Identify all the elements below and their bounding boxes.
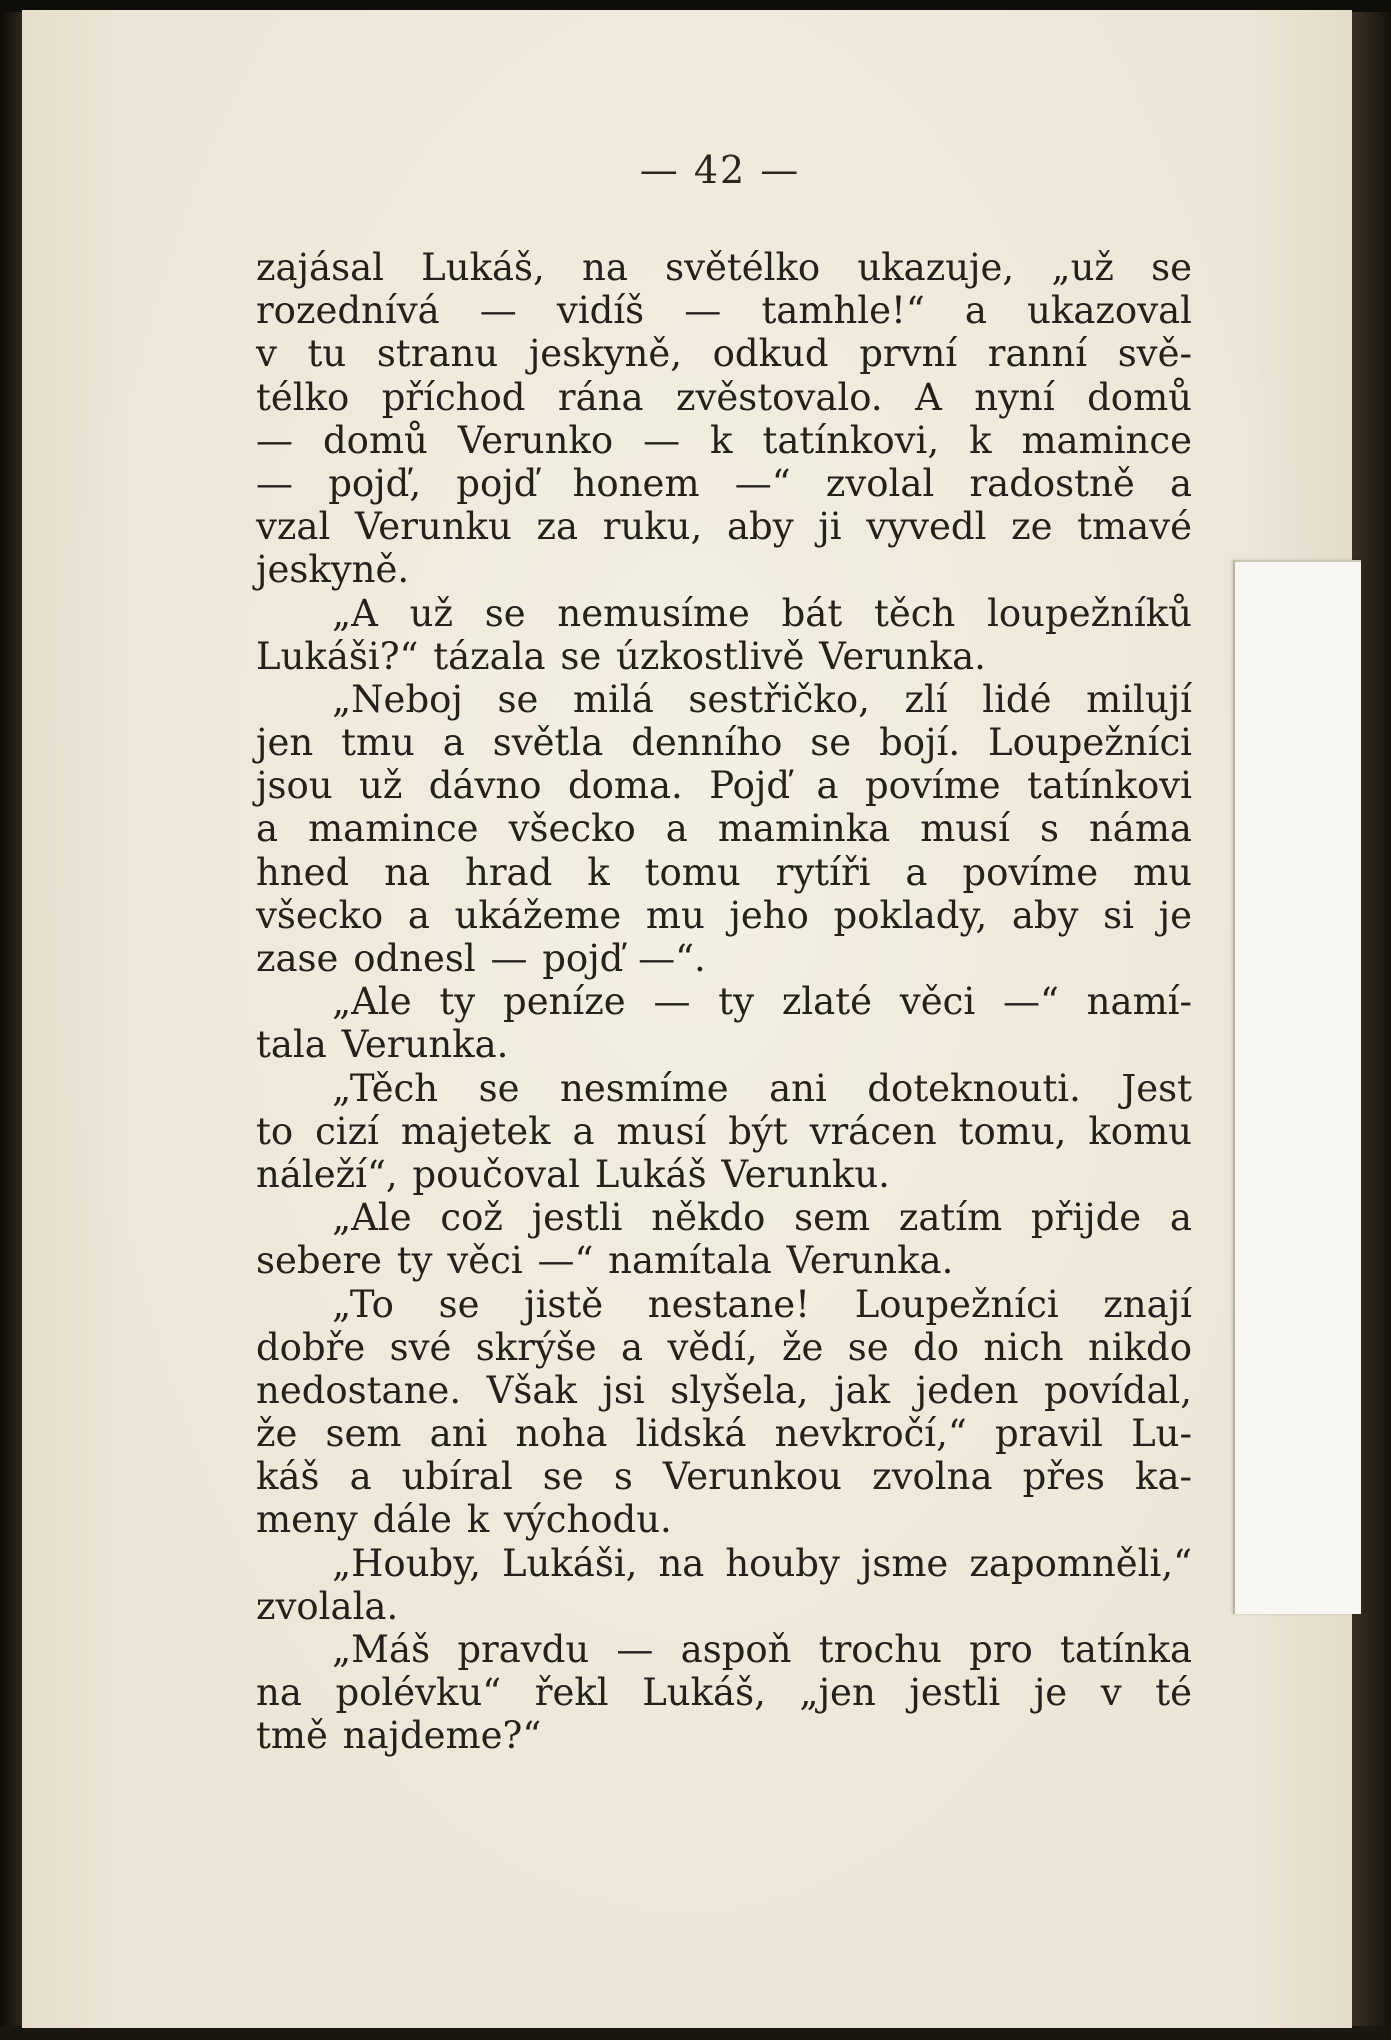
text-line: jsou už dávno doma. Pojď a povíme tatínkovi <box>256 764 1192 808</box>
text-line: „Houby, Lukáši, na houby jsme zapomněli,“ <box>332 1541 1192 1585</box>
text-line: vzal Verunku za ruku, aby ji vyvedl ze tmavé <box>256 505 1192 549</box>
text-line: „Ale což jestli někdo sem zatím přijde a <box>332 1196 1192 1240</box>
text-line: „Neboj se milá sestřičko, zlí lidé milují <box>332 677 1192 721</box>
text-line: télko příchod rána zvěstovalo. A nyní domů <box>256 375 1192 419</box>
text-line: meny dále k východu. <box>256 1498 672 1542</box>
text-line: „To se jistě nestane! Loupežníci znají <box>332 1282 1192 1326</box>
page-number: — 42 — <box>639 148 801 192</box>
text-line: náleží“, poučoval Lukáš Verunku. <box>256 1152 890 1196</box>
text-line: — pojď, pojď honem —“ zvolal radostně a <box>256 461 1192 505</box>
text-line: „A už se nemusíme bát těch loupežníků <box>332 591 1192 635</box>
paragraph-7 <box>256 1283 1192 1542</box>
scan-bottom-border <box>0 2026 1391 2040</box>
text-line: to cizí majetek a musí být vrácen tomu, komu <box>256 1109 1192 1153</box>
paper-bookmark-strip <box>1233 560 1361 1614</box>
book-binding-edge <box>0 0 22 2040</box>
text-line: káš a ubíral se s Verunkou zvolna přes ka- <box>256 1455 1192 1499</box>
text-line: zvolala. <box>256 1584 399 1628</box>
text-line: v tu stranu jeskyně, odkud první ranní svě- <box>256 332 1192 376</box>
text-line: dobře své skrýše a vědí, že se do nich nikdo <box>256 1325 1192 1369</box>
text-line: tmě najdeme?“ <box>256 1714 542 1758</box>
paragraph-1 <box>256 246 1192 592</box>
text-line: jen tmu a světla denního se bojí. Loupežníci <box>256 721 1192 765</box>
text-line: „Těch se nesmíme ani doteknouti. Jest <box>332 1066 1192 1110</box>
text-line: a mamince všecko a maminka musí s náma <box>256 807 1192 851</box>
text-line: nedostane. Však jsi slyšela, jak jeden povídal, <box>256 1368 1192 1412</box>
text-line: sebere ty věci —“ namítala Verunka. <box>256 1239 954 1283</box>
paragraph-2 <box>256 592 1192 678</box>
text-line: zajásal Lukáš, na světélko ukazuje, „už se <box>256 246 1192 289</box>
paragraph-5 <box>256 1067 1192 1197</box>
paragraph-3 <box>256 678 1192 980</box>
paragraph-8 <box>256 1542 1192 1628</box>
text-line: jeskyně. <box>256 548 410 592</box>
text-line: „Ale ty peníze — ty zlaté věci —“ namí- <box>332 980 1192 1024</box>
text-line: „Máš pravdu — aspoň trochu pro tatínka <box>332 1628 1192 1671</box>
body-text <box>256 246 1192 1758</box>
text-line: zase odnesl — pojď —“. <box>256 937 706 980</box>
text-line: na polévku“ řekl Lukáš, „jen jestli je v té <box>256 1671 1192 1715</box>
text-line: všecko a ukážeme mu jeho poklady, aby si je <box>256 893 1192 937</box>
text-line: tala Verunka. <box>256 1023 509 1067</box>
text-line: rozednívá — vidíš — tamhle!“ a ukazoval <box>256 289 1192 333</box>
text-line: že sem ani noha lidská nevkročí,“ pravil Lu- <box>256 1412 1192 1456</box>
paragraph-6 <box>256 1196 1192 1282</box>
text-line: Lukáši?“ tázala se úzkostlivě Verunka. <box>256 634 986 678</box>
paragraph-9 <box>256 1628 1192 1758</box>
text-line: hned na hrad k tomu rytíři a povíme mu <box>256 850 1192 894</box>
text-line: — domů Verunko — k tatínkovi, k mamince <box>256 418 1192 462</box>
paragraph-4 <box>256 980 1192 1066</box>
